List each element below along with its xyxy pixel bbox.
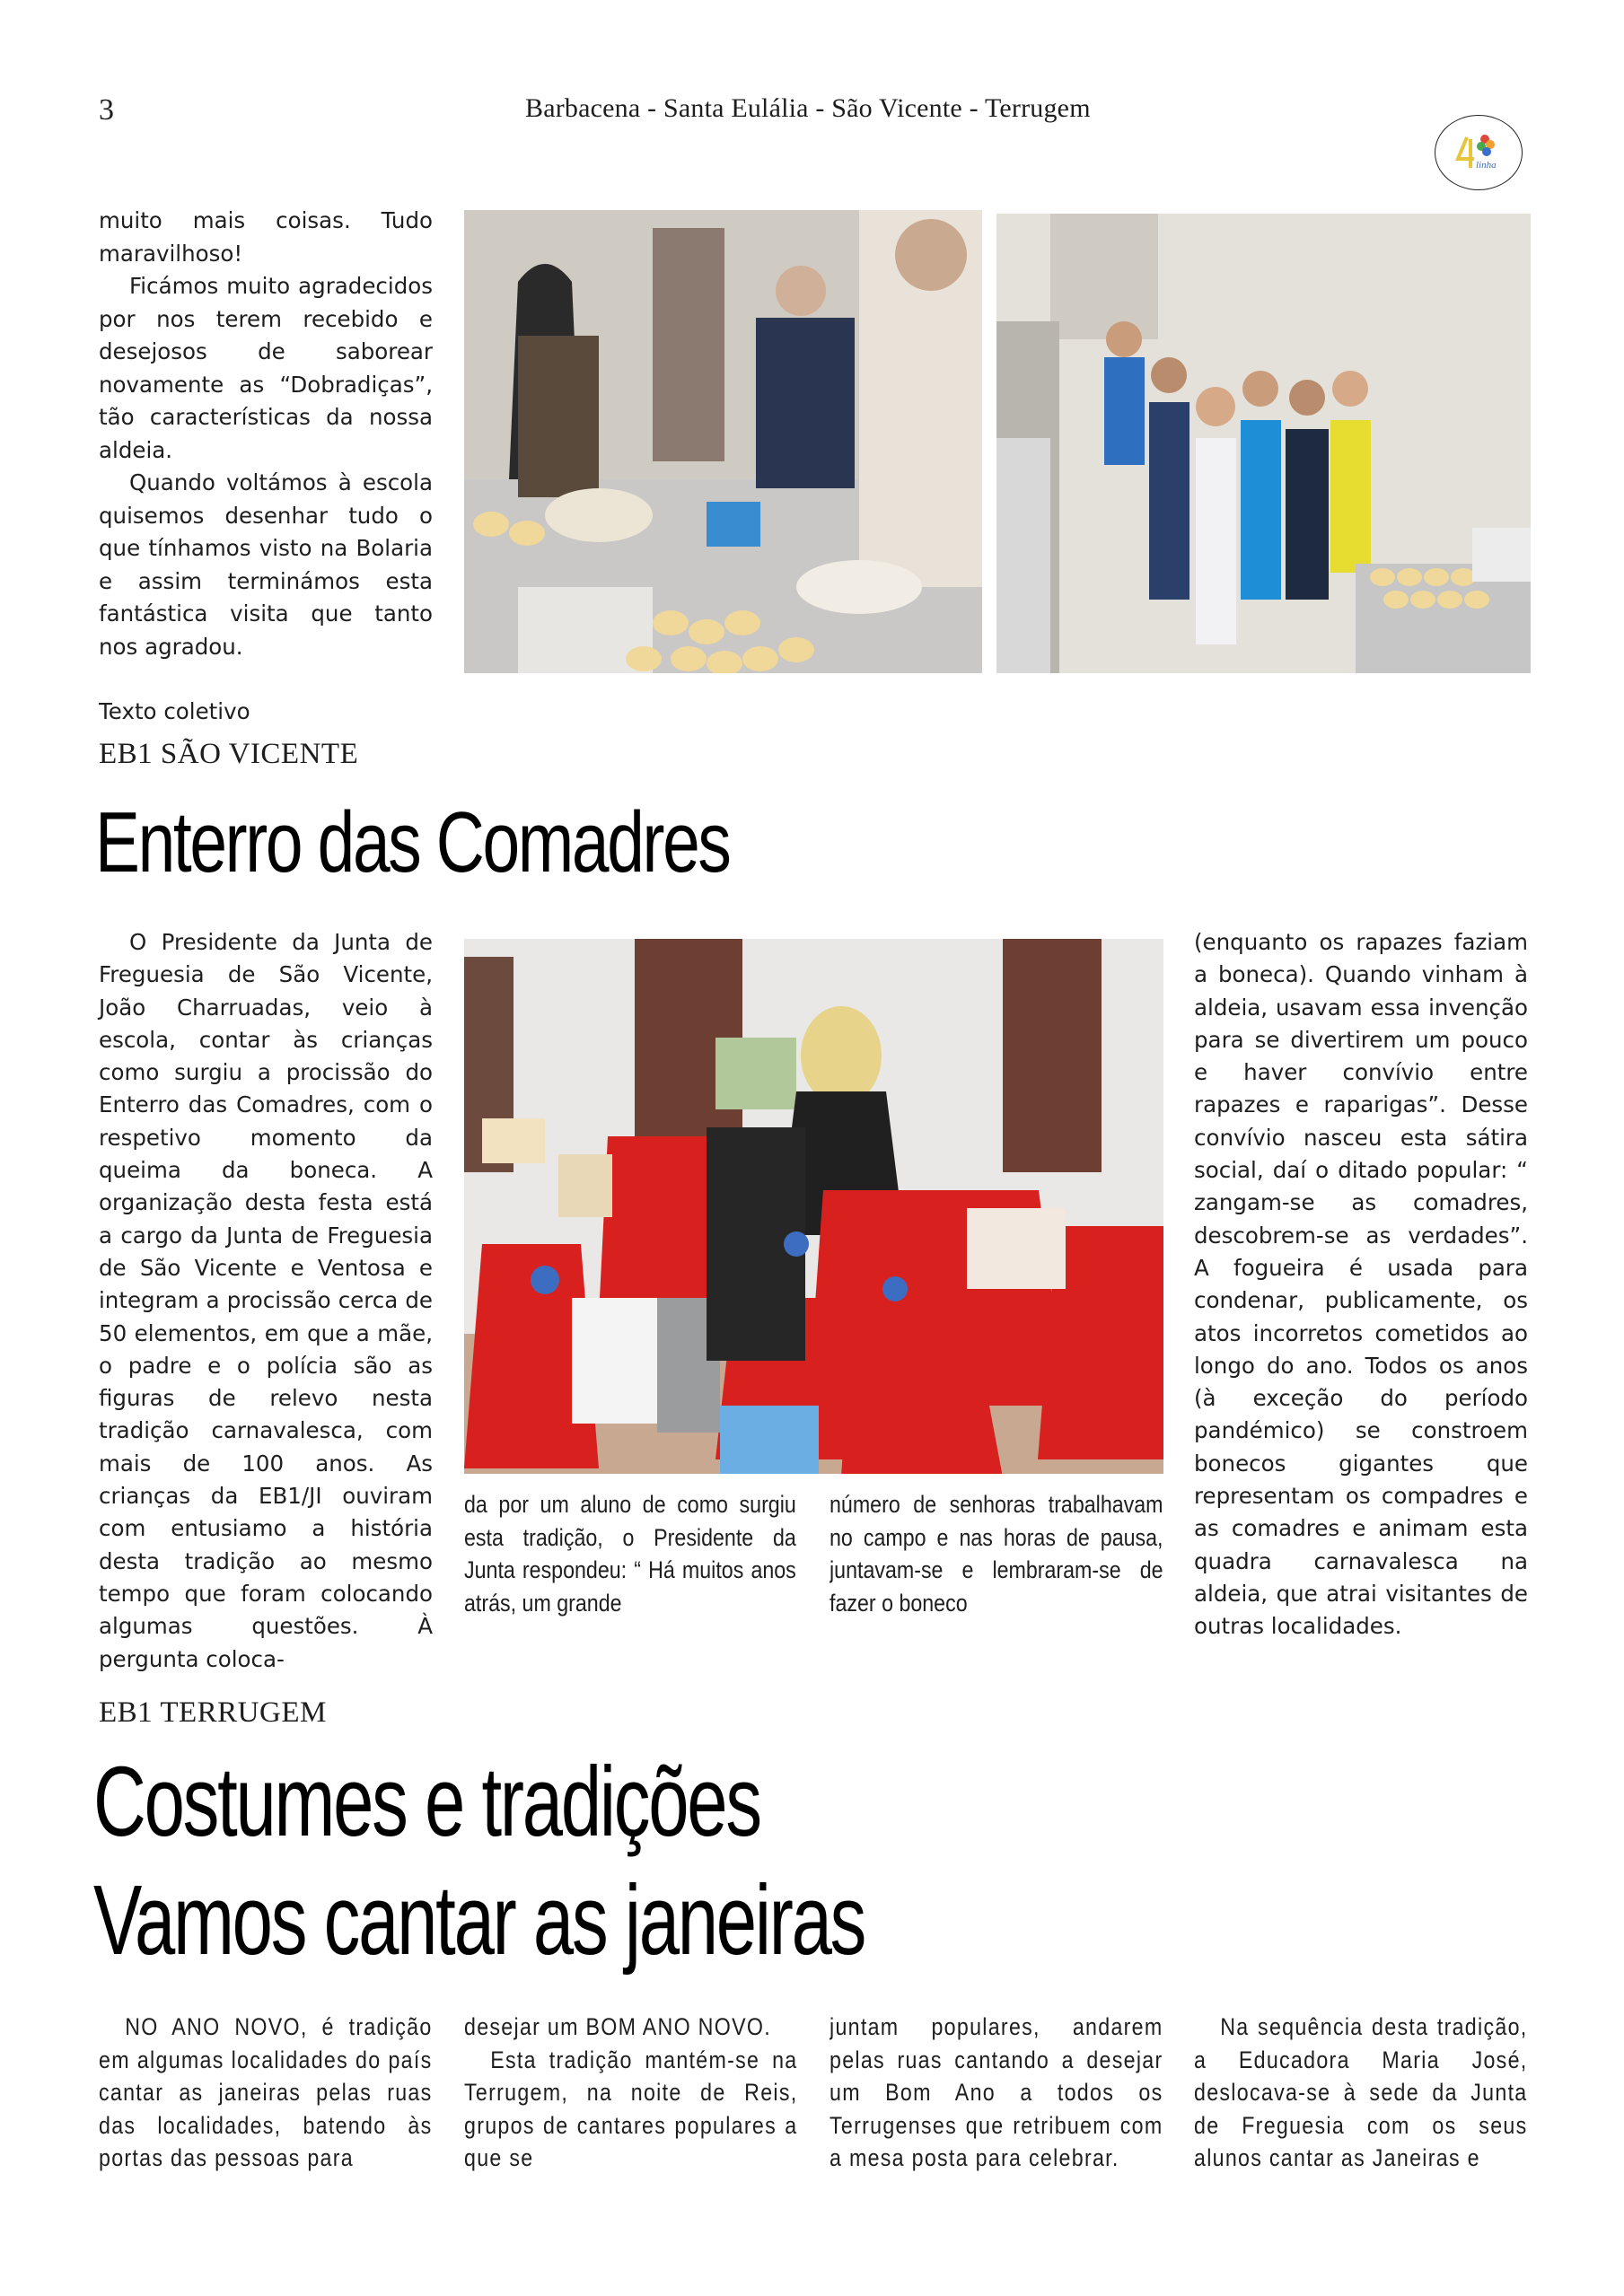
article-paragraph-group <box>464 2011 798 2175</box>
terrugem-column-1 <box>99 2011 433 2175</box>
bakery-women-photo <box>464 210 982 673</box>
article-paragraph: Esta tradição mantém-se na Terrugem, na noite de Reis, grupos de cantares populares a que se <box>464 2046 798 2172</box>
article-column-3 <box>830 1488 1163 1619</box>
bakery-children-photo <box>996 214 1531 673</box>
page-number: 3 <box>99 93 114 127</box>
top-paragraph-1: muito mais coisas. Tudo maravilhoso! <box>99 207 433 267</box>
article-column-4 <box>1194 926 1528 1643</box>
terrugem-column-2 <box>464 2011 798 2175</box>
headline-line-2: Vamos cantar as janeiras <box>93 1865 865 1976</box>
headline: Enterro das Comadres <box>95 794 730 890</box>
article-column-2 <box>464 1488 796 1619</box>
article-paragraph: O Presidente da Junta de Freguesia de São Vicente, João Charruadas, veio à escola, contar às crianças como surgiu a procissão do Enterro das Comadres, com o respetivo momento da queima da boneca. A organização desta festa está a cargo da Junta de Freguesia de São Vicente e Ventosa e integram a procissão cerca de 50 elementos, em que a mãe, o padre e o polícia são as figuras de relevo nesta tradição carnavalesca, com mais de 100 anos. As crianças da EB1/JI ouviram com entusiamo a história desta tradição ao mesmo tempo que foram colocando algumas questões. À pergunta coloca- <box>99 929 433 1672</box>
article-paragraph: desejar um BOM ANO NOVO. <box>464 2013 771 2040</box>
terrugem-column-3 <box>830 2011 1163 2175</box>
article-paragraph: (enquanto os rapazes faziam a boneca). Quando vinham à aldeia, usavam essa invenção para se divertirem um pouco e haver convívio entre rapazes e raparigas”. Desse convívio nasceu esta sátira social, daí o ditado popular: “ zangam-se as comadres, descobrem-se as verdades”. A fogueira é usada para condenar, publicamente, os atos incorretos cometidos ao longo do ano. Todos os anos (à exceção do período pandémico) se constroem bonecos gigantes que representam os compadres e as comadres e animam esta quadra carnavalesca na aldeia, que atrai visitantes de outras localidades. <box>1194 929 1528 1640</box>
terrugem-column-4 <box>1194 2011 1528 2175</box>
top-paragraph-3: Quando voltámos à escola quisemos desenhar tudo o que tínhamos visto na Bolaria e assim terminámos esta fantástica visita que tanto nos agradou. <box>99 469 433 660</box>
article-paragraph: da por um aluno de como surgiu esta tradição, o Presidente da Junta respondeu: “ Há muitos anos atrás, um grande <box>464 1491 796 1617</box>
article-paragraph: NO ANO NOVO, é tradição em algumas localidades do país cantar as janeiras pelas ruas das localidades, batendo às portas das pessoas para <box>99 2013 433 2172</box>
top-article-text <box>99 205 433 729</box>
carnival-procession-group-photo <box>464 939 1163 1474</box>
article-column-1 <box>99 926 433 1676</box>
article-paragraph: número de senhoras trabalhavam no campo e nas horas de pausa, juntavam-se e lembraram-se de fazer o boneco <box>830 1491 1163 1617</box>
article-paragraph: Na sequência desta tradição, a Educadora Maria José, deslocava-se à sede da Junta de Freguesia com os seus alunos cantar as Janeiras e <box>1194 2013 1528 2172</box>
article-paragraph: juntam populares, andarem pelas ruas cantando a desejar um Bom Ano a todos os Terrugenses que retribuem com a mesa posta para celebrar. <box>830 2013 1163 2172</box>
top-signature: Texto coletivo <box>99 698 250 724</box>
headline-line-1: Costumes e tradições <box>93 1747 760 1857</box>
section-kicker: EB1 SÃO VICENTE <box>99 738 359 770</box>
publication-logo <box>1435 115 1523 190</box>
running-title: Barbacena - Santa Eulália - São Vicente - Terrugem <box>525 93 1091 123</box>
logo-4-linha-icon <box>1454 132 1503 173</box>
top-paragraph-2: Ficámos muito agradecidos por nos terem recebido e desejosos de saborear novamente as “Dobradiças”, tão características da nossa aldeia. <box>99 273 433 463</box>
section-kicker: EB1 TERRUGEM <box>99 1696 327 1729</box>
svg-text:linha: linha <box>1476 160 1497 171</box>
